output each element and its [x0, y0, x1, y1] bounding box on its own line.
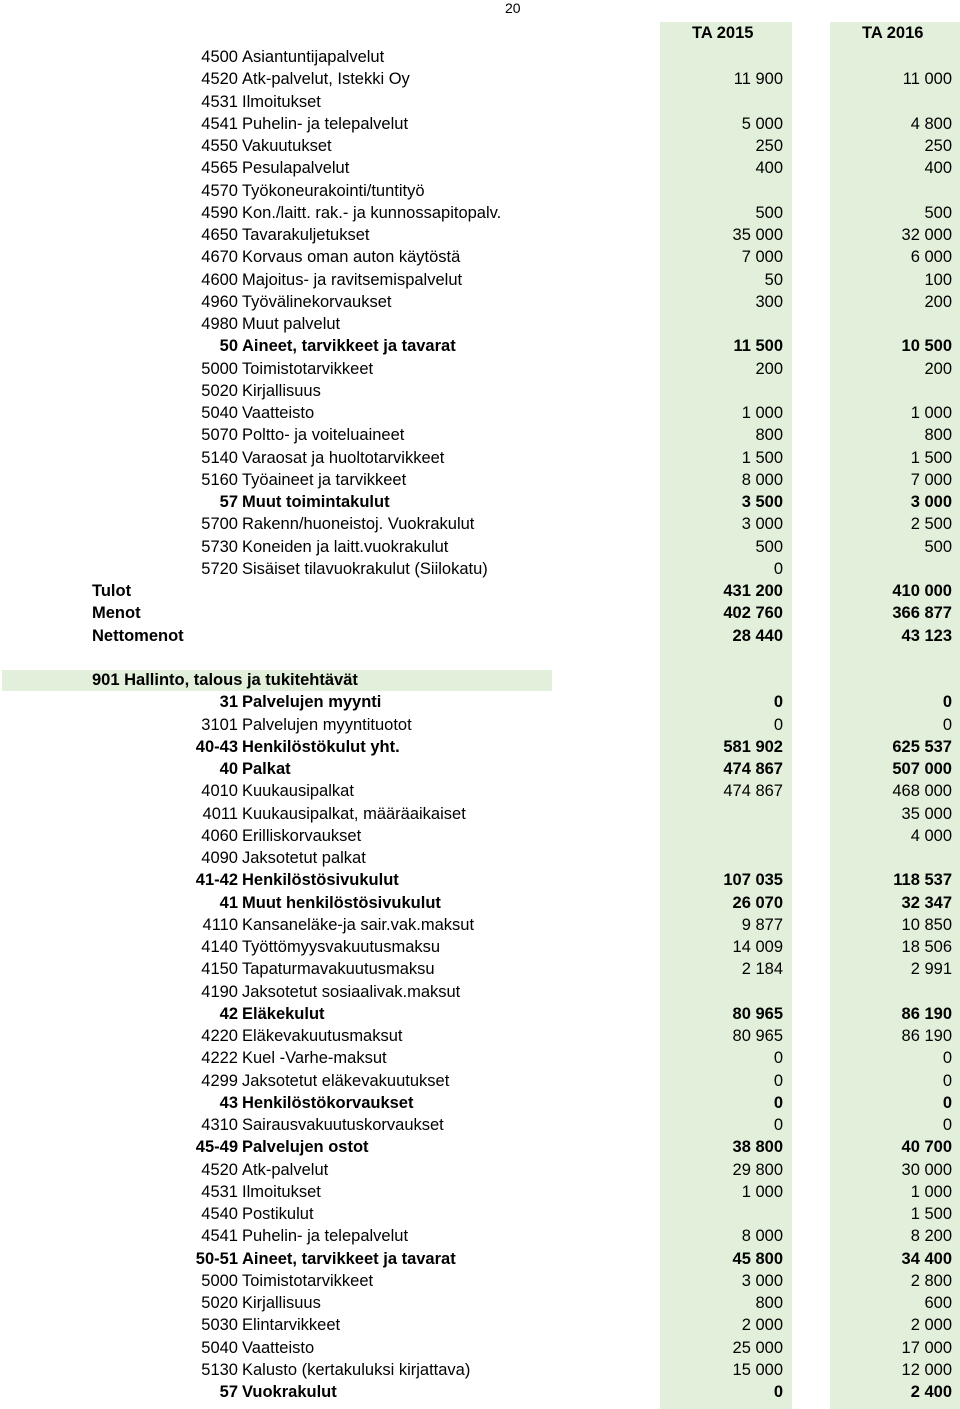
- account-code: 4520: [201, 1160, 238, 1179]
- account-name: Kirjallisuus: [242, 381, 321, 400]
- table-row: [0, 958, 960, 980]
- account-code: 3101: [201, 715, 238, 734]
- account-name: Henkilöstökorvaukset: [242, 1093, 414, 1112]
- account-name: Kuel -Varhe-maksut: [242, 1049, 387, 1068]
- table-row: [0, 157, 960, 179]
- value-ta2016: 0: [942, 1049, 952, 1068]
- value-ta2016: 1 500: [910, 448, 952, 467]
- account-name: Aineet, tarvikkeet ja tavarat: [242, 337, 456, 356]
- value-ta2016: 10 500: [901, 337, 952, 356]
- value-ta2015: 0: [773, 693, 783, 712]
- value-ta2015: 0: [773, 1049, 783, 1068]
- value-ta2015: 1 000: [741, 1182, 783, 1201]
- account-name: Vakuutukset: [242, 137, 332, 155]
- value-ta2016: 0: [942, 715, 952, 734]
- account-code: 4299: [201, 1071, 238, 1090]
- table-row: [0, 1181, 960, 1203]
- value-ta2016: 200: [924, 359, 952, 378]
- value-ta2016: 7 000: [910, 470, 952, 489]
- value-ta2015: 50: [764, 270, 783, 289]
- account-name: Toimistotarvikkeet: [242, 1271, 374, 1290]
- account-code: 5070: [201, 426, 238, 445]
- value-ta2015: 11 500: [733, 337, 783, 356]
- value-ta2016: 32 347: [901, 893, 952, 912]
- account-code: 4531: [201, 1182, 238, 1201]
- value-ta2016: 0: [942, 693, 952, 712]
- value-ta2015: 7 000: [741, 248, 783, 267]
- subtotal-row: [0, 892, 960, 914]
- table-row: [0, 269, 960, 291]
- subtotal-row: [0, 758, 960, 780]
- value-ta2015: 15 000: [732, 1360, 783, 1379]
- table-row: [0, 424, 960, 446]
- account-code: 4670: [201, 248, 238, 267]
- value-ta2015: 500: [755, 203, 783, 222]
- value-ta2015: 431 200: [723, 582, 783, 600]
- value-ta2016: 86 190: [901, 1004, 952, 1023]
- column-header-ta2016: TA 2016: [862, 24, 924, 42]
- value-ta2016: 4 000: [910, 826, 952, 845]
- account-code: 4520: [201, 70, 238, 89]
- account-name: Palvelujen myynti: [242, 693, 382, 712]
- total-row: [0, 602, 960, 624]
- value-ta2015: 2 184: [741, 960, 783, 979]
- account-code: 4565: [201, 159, 238, 178]
- account-name: Vaatteisto: [242, 1338, 315, 1357]
- account-name: Muut palvelut: [242, 315, 341, 333]
- account-code: 4541: [201, 1227, 238, 1246]
- value-ta2016: 2 800: [910, 1271, 952, 1290]
- value-ta2015: 11 900: [733, 70, 783, 89]
- value-ta2015: 200: [755, 359, 783, 378]
- account-code: 4220: [201, 1027, 238, 1045]
- table-row: [0, 1047, 960, 1069]
- value-ta2016: 1 500: [910, 1205, 952, 1223]
- value-ta2016: 0: [942, 1116, 952, 1134]
- value-ta2016: 4 800: [910, 114, 952, 133]
- account-name: Työvälinekorvaukset: [242, 292, 392, 311]
- account-name: Postikulut: [242, 1205, 314, 1223]
- table-row: [0, 46, 960, 68]
- account-name: Asiantuntijapalvelut: [242, 48, 385, 66]
- value-ta2016: 400: [924, 159, 952, 178]
- value-ta2015: 107 035: [723, 871, 783, 890]
- table-row: [0, 469, 960, 491]
- value-ta2015: 5 000: [741, 114, 783, 133]
- table-row: [0, 1159, 960, 1181]
- account-code: 4531: [201, 92, 238, 111]
- account-name: Sisäiset tilavuokrakulut (Siilokatu): [242, 559, 488, 578]
- account-name: Työaineet ja tarvikkeet: [242, 470, 407, 489]
- value-ta2015: 8 000: [741, 470, 783, 489]
- account-name: Varaosat ja huoltotarvikkeet: [242, 448, 445, 467]
- table-row: [0, 914, 960, 936]
- table-row: [0, 1292, 960, 1314]
- account-name: Aineet, tarvikkeet ja tavarat: [242, 1249, 456, 1268]
- account-code: 4541: [201, 114, 238, 133]
- account-code: 4222: [201, 1049, 238, 1068]
- subtotal-row: [0, 1248, 960, 1270]
- account-name: Työttömyysvakuutusmaksu: [242, 938, 441, 956]
- value-ta2015: 800: [755, 426, 783, 445]
- account-code: 4110: [202, 915, 238, 934]
- account-name: Poltto- ja voiteluaineet: [242, 426, 405, 445]
- account-code: 5000: [201, 1271, 238, 1290]
- page-number: 20: [505, 0, 521, 16]
- account-name: Eläkevakuutusmaksut: [242, 1027, 403, 1045]
- account-name: Palkat: [242, 760, 291, 778]
- account-code: 4960: [201, 292, 238, 311]
- subtotal-row: [0, 335, 960, 357]
- table-row: [0, 1359, 960, 1381]
- subtotal-row: [0, 1092, 960, 1114]
- column-header-ta2015: TA 2015: [692, 24, 754, 42]
- value-ta2016: 500: [924, 537, 952, 556]
- account-name: Kuukausipalkat: [242, 782, 354, 801]
- account-name: Jaksotetut palkat: [242, 849, 366, 867]
- subtotal-row: [0, 491, 960, 513]
- value-ta2016: 507 000: [892, 760, 952, 778]
- value-ta2015: 80 965: [732, 1027, 783, 1045]
- total-row: [0, 580, 960, 602]
- account-name: Palvelujen ostot: [242, 1138, 369, 1157]
- account-code: 43: [219, 1093, 238, 1112]
- table-row: [0, 180, 960, 202]
- account-name: Muut henkilöstösivukulut: [242, 893, 441, 912]
- value-ta2015: 2 000: [741, 1316, 783, 1335]
- account-name: Puhelin- ja telepalvelut: [242, 1227, 409, 1246]
- value-ta2015: 0: [773, 1071, 783, 1090]
- table-row: [0, 536, 960, 558]
- account-code: 5040: [201, 404, 238, 422]
- value-ta2016: 468 000: [892, 782, 952, 801]
- account-code: 50: [219, 337, 238, 356]
- value-ta2016: 410 000: [892, 582, 952, 600]
- value-ta2016: 40 700: [901, 1138, 952, 1157]
- subtotal-row: [0, 691, 960, 713]
- section-title: 901 Hallinto, talous ja tukitehtävät: [92, 671, 358, 689]
- value-ta2015: 0: [773, 1093, 783, 1112]
- value-ta2015: 3 000: [741, 1271, 783, 1290]
- account-name: Palvelujen myyntituotot: [242, 715, 412, 734]
- account-code: 4190: [201, 982, 238, 1001]
- account-code: 5040: [201, 1338, 238, 1357]
- account-name: Atk-palvelut: [242, 1160, 329, 1179]
- account-code: 4540: [201, 1205, 238, 1223]
- value-ta2016: 2 400: [910, 1383, 952, 1401]
- account-name: Vuokrakulut: [242, 1383, 337, 1401]
- account-name: Toimistotarvikkeet: [242, 359, 374, 378]
- value-ta2015: 3 000: [741, 515, 783, 534]
- table-row: [0, 936, 960, 958]
- value-ta2016: 2 500: [910, 515, 952, 534]
- account-code: 45-49: [195, 1138, 238, 1157]
- account-code: 50-51: [195, 1249, 238, 1268]
- account-name: Eläkekulut: [242, 1004, 325, 1023]
- account-code: 4980: [201, 315, 238, 333]
- table-row: [0, 513, 960, 535]
- value-ta2015: 1 000: [741, 404, 783, 422]
- total-label: Menot: [92, 604, 141, 623]
- value-ta2015: 581 902: [723, 737, 783, 756]
- account-code: 41: [219, 893, 238, 912]
- section-header-row: [0, 669, 960, 691]
- value-ta2015: 250: [755, 137, 783, 155]
- account-code: 57: [219, 493, 238, 511]
- account-code: 5160: [201, 470, 238, 489]
- value-ta2016: 86 190: [901, 1027, 952, 1045]
- table-row: [0, 68, 960, 90]
- value-ta2015: 500: [755, 537, 783, 556]
- value-ta2016: 43 123: [901, 626, 952, 645]
- table-row: [0, 1114, 960, 1136]
- table-row: [0, 780, 960, 802]
- total-label: Nettomenot: [92, 626, 184, 645]
- total-row: [0, 625, 960, 647]
- value-ta2016: 200: [924, 292, 952, 311]
- account-code: 5130: [201, 1360, 238, 1379]
- account-name: Henkilöstökulut yht.: [242, 737, 400, 756]
- value-ta2015: 8 000: [741, 1227, 783, 1246]
- value-ta2015: 0: [773, 559, 783, 578]
- value-ta2016: 18 506: [901, 938, 952, 956]
- value-ta2016: 32 000: [901, 226, 952, 244]
- value-ta2015: 25 000: [732, 1338, 783, 1357]
- account-code: 42: [219, 1004, 238, 1023]
- table-row: [0, 558, 960, 580]
- account-code: 5140: [201, 448, 238, 467]
- account-name: Rakenn/huoneistoj. Vuokrakulut: [242, 515, 475, 534]
- value-ta2015: 28 440: [732, 626, 783, 645]
- account-code: 57: [219, 1383, 238, 1401]
- value-ta2016: 118 537: [893, 871, 952, 890]
- account-name: Tavarakuljetukset: [242, 226, 370, 244]
- value-ta2016: 1 000: [910, 404, 952, 422]
- value-ta2015: 3 500: [741, 493, 783, 511]
- value-ta2015: 474 867: [723, 782, 783, 801]
- table-row: [0, 224, 960, 246]
- value-ta2015: 0: [773, 715, 783, 734]
- table-row: [0, 202, 960, 224]
- table-row: [0, 1314, 960, 1336]
- account-name: Kirjallisuus: [242, 1294, 321, 1312]
- value-ta2015: 9 877: [741, 915, 783, 934]
- value-ta2015: 402 760: [723, 604, 783, 623]
- table-row: [0, 1225, 960, 1247]
- value-ta2016: 12 000: [901, 1360, 952, 1379]
- value-ta2015: 38 800: [732, 1138, 783, 1157]
- account-code: 5020: [201, 1294, 238, 1312]
- account-code: 4570: [201, 181, 238, 200]
- account-code: 4310: [201, 1116, 238, 1134]
- value-ta2016: 0: [942, 1093, 952, 1112]
- table-row: [0, 1203, 960, 1225]
- account-code: 4600: [201, 270, 238, 289]
- account-name: Sairausvakuutuskorvaukset: [242, 1116, 444, 1134]
- account-code: 4010: [201, 782, 238, 801]
- account-code: 4550: [201, 137, 238, 155]
- subtotal-row: [0, 1136, 960, 1158]
- account-name: Majoitus- ja ravitsemispalvelut: [242, 270, 463, 289]
- table-row: [0, 981, 960, 1003]
- value-ta2016: 600: [924, 1294, 952, 1312]
- subtotal-row: [0, 736, 960, 758]
- account-code: 5020: [201, 381, 238, 400]
- value-ta2016: 8 200: [910, 1227, 952, 1246]
- value-ta2015: 80 965: [732, 1004, 783, 1023]
- table-row: [0, 1270, 960, 1292]
- table-row: [0, 825, 960, 847]
- value-ta2016: 500: [924, 203, 952, 222]
- account-name: Atk-palvelut, Istekki Oy: [242, 70, 410, 89]
- blank-row: [0, 647, 960, 669]
- table-row: [0, 447, 960, 469]
- value-ta2016: 1 000: [910, 1182, 952, 1201]
- value-ta2015: 400: [755, 159, 783, 178]
- table-row: [0, 291, 960, 313]
- account-code: 31: [219, 693, 238, 712]
- budget-table: [0, 46, 960, 1403]
- account-code: 5000: [201, 359, 238, 378]
- account-code: 41-42: [195, 871, 238, 890]
- account-code: 5720: [201, 559, 238, 578]
- account-name: Elintarvikkeet: [242, 1316, 341, 1335]
- value-ta2016: 10 850: [901, 915, 952, 934]
- subtotal-row: [0, 869, 960, 891]
- subtotal-row: [0, 1381, 960, 1403]
- table-row: [0, 135, 960, 157]
- table-row: [0, 1025, 960, 1047]
- account-code: 40-43: [195, 737, 238, 756]
- table-row: [0, 313, 960, 335]
- value-ta2016: 2 000: [910, 1316, 952, 1335]
- account-name: Koneiden ja laitt.vuokrakulut: [242, 537, 449, 556]
- account-name: Pesulapalvelut: [242, 159, 350, 178]
- table-row: [0, 246, 960, 268]
- value-ta2016: 17 000: [901, 1338, 952, 1357]
- table-row: [0, 1337, 960, 1359]
- value-ta2016: 250: [924, 137, 952, 155]
- account-name: Kuukausipalkat, määräaikaiset: [242, 804, 466, 823]
- value-ta2015: 1 500: [741, 448, 783, 467]
- account-name: Korvaus oman auton käytöstä: [242, 248, 461, 267]
- account-code: 5730: [201, 537, 238, 556]
- value-ta2015: 45 800: [732, 1249, 783, 1268]
- account-code: 4060: [201, 826, 238, 845]
- value-ta2016: 625 537: [892, 737, 952, 756]
- account-code: 4090: [201, 849, 238, 867]
- value-ta2016: 2 991: [910, 960, 952, 979]
- value-ta2015: 0: [773, 1116, 783, 1134]
- value-ta2015: 26 070: [732, 893, 783, 912]
- account-name: Ilmoitukset: [242, 92, 321, 111]
- value-ta2016: 3 000: [910, 493, 952, 511]
- value-ta2016: 100: [924, 270, 952, 289]
- total-label: Tulot: [92, 582, 132, 600]
- account-code: 4590: [201, 203, 238, 222]
- value-ta2016: 6 000: [910, 248, 952, 267]
- table-row: [0, 91, 960, 113]
- table-row: [0, 1070, 960, 1092]
- value-ta2016: 34 400: [901, 1249, 952, 1268]
- account-name: Muut toimintakulut: [242, 493, 390, 511]
- value-ta2016: 35 000: [901, 804, 952, 823]
- account-name: Henkilöstösivukulut: [242, 871, 399, 890]
- value-ta2015: 0: [773, 1383, 783, 1401]
- value-ta2016: 30 000: [901, 1160, 952, 1179]
- value-ta2015: 29 800: [732, 1160, 783, 1179]
- table-row: [0, 847, 960, 869]
- account-code: 40: [219, 760, 238, 778]
- account-name: Kansaneläke-ja sair.vak.maksut: [242, 915, 475, 934]
- table-row: [0, 402, 960, 424]
- account-name: Kon./laitt. rak.- ja kunnossapitopalv.: [242, 203, 502, 222]
- account-code: 5700: [201, 515, 238, 534]
- value-ta2016: 366 877: [892, 604, 952, 623]
- account-name: Työkoneurakointi/tuntityö: [242, 181, 425, 200]
- account-code: 4140: [201, 938, 238, 956]
- account-name: Puhelin- ja telepalvelut: [242, 114, 409, 133]
- account-name: Erilliskorvaukset: [242, 826, 362, 845]
- value-ta2016: 11 000: [902, 70, 952, 89]
- value-ta2016: 800: [924, 426, 952, 445]
- account-name: Jaksotetut sosiaalivak.maksut: [242, 982, 461, 1001]
- account-code: 4011: [202, 804, 238, 823]
- table-row: [0, 358, 960, 380]
- account-name: Kalusto (kertakuluksi kirjattava): [242, 1360, 471, 1379]
- value-ta2016: 0: [942, 1071, 952, 1090]
- account-code: 4150: [201, 960, 238, 979]
- subtotal-row: [0, 1003, 960, 1025]
- table-row: [0, 113, 960, 135]
- account-name: Vaatteisto: [242, 404, 315, 422]
- account-code: 5030: [201, 1316, 238, 1335]
- table-row: [0, 380, 960, 402]
- value-ta2015: 300: [755, 292, 783, 311]
- table-row: [0, 803, 960, 825]
- account-name: Ilmoitukset: [242, 1182, 321, 1201]
- value-ta2015: 14 009: [732, 938, 783, 956]
- value-ta2015: 35 000: [732, 226, 783, 244]
- account-code: 4650: [201, 226, 238, 244]
- account-name: Tapaturmavakuutusmaksu: [242, 960, 435, 979]
- account-code: 4500: [201, 48, 238, 66]
- value-ta2015: 800: [755, 1294, 783, 1312]
- table-row: [0, 714, 960, 736]
- account-name: Jaksotetut eläkevakuutukset: [242, 1071, 450, 1090]
- value-ta2015: 474 867: [723, 760, 783, 778]
